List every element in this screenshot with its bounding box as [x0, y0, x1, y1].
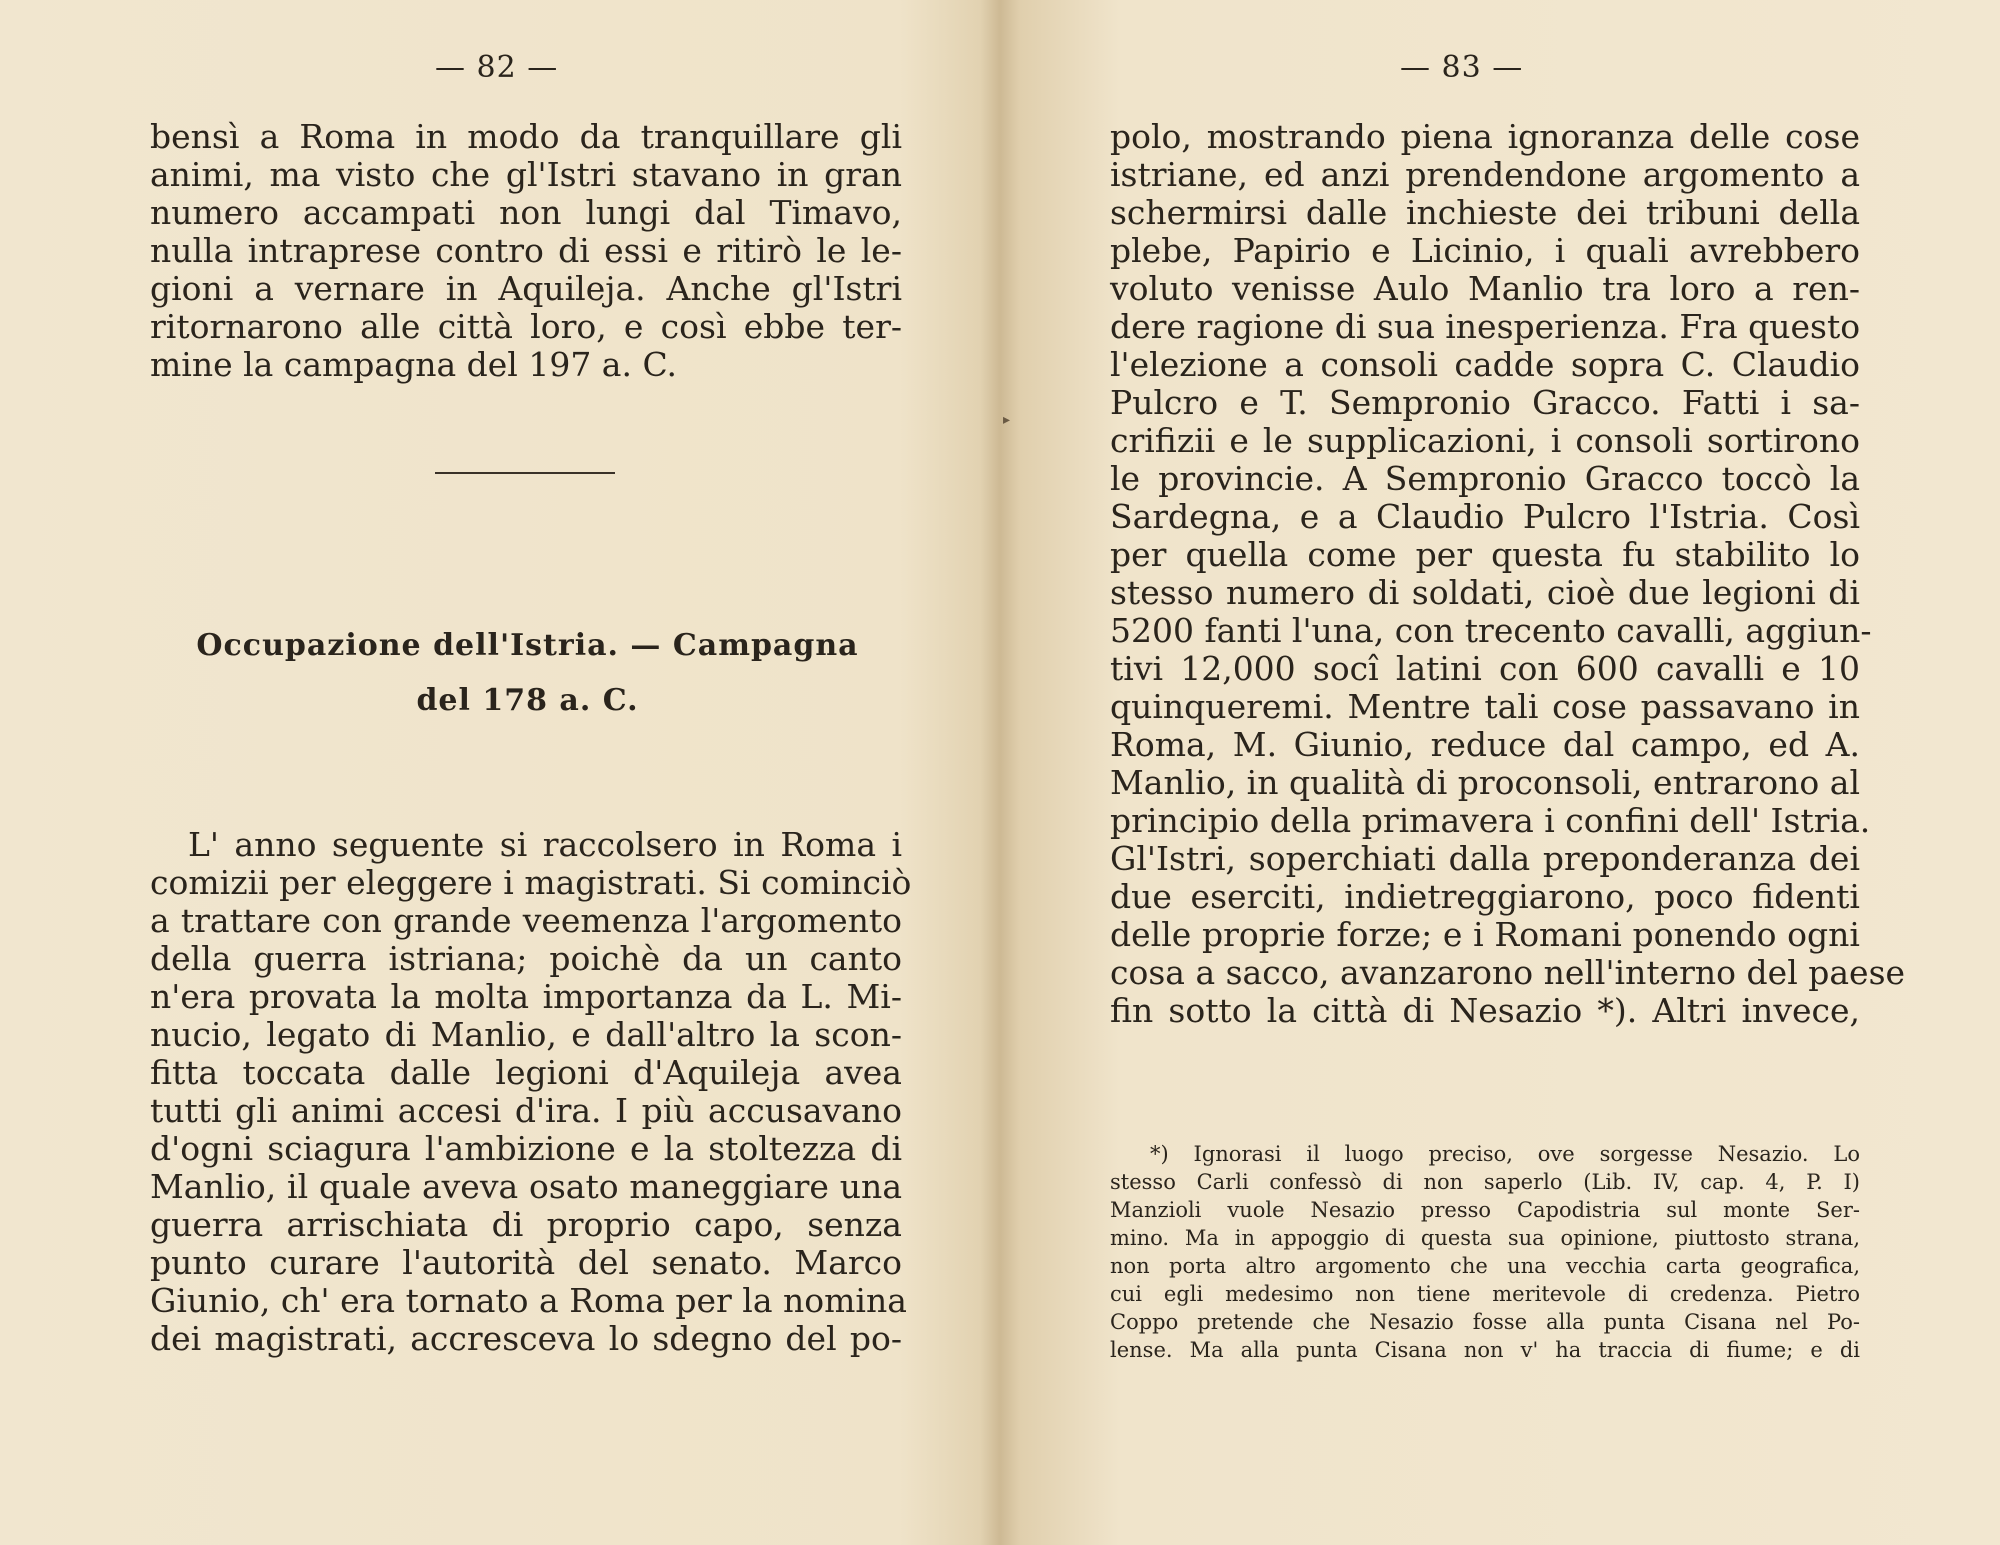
- page-number: — 82 —: [435, 50, 559, 85]
- text-line: Roma, M. Giunio, reduce dal campo, ed A.: [1110, 725, 1860, 764]
- text-line: cosa a sacco, avanzarono nell'interno del paese: [1110, 953, 1906, 992]
- text-line: nulla intraprese contro di essi e ritirò le le-: [150, 231, 902, 270]
- footnote-line: stesso Carli confessò di non saperlo (Lib. IV, cap. 4, P. I): [1110, 1170, 1860, 1194]
- text-line: tivi 12,000 socî latini con 600 cavalli e 10: [1110, 649, 1860, 688]
- right-page: [1000, 0, 2000, 1545]
- text-line: due eserciti, indietreggiarono, poco fidenti: [1110, 877, 1860, 916]
- footnote-line: non porta altro argomento che una vecchia carta geografica,: [1110, 1254, 1860, 1278]
- text-line: mine la campagna del 197 a. C.: [150, 345, 678, 384]
- footnote-line: lense. Ma alla punta Cisana non v' ha traccia di fiume; e di: [1110, 1338, 1860, 1362]
- text-line: guerra arrischiata di proprio capo, senza: [150, 1205, 902, 1244]
- gutter-mark: ▸: [1003, 412, 1011, 428]
- text-line: Pulcro e T. Sempronio Gracco. Fatti i sa-: [1110, 383, 1860, 422]
- text-line: comizii per eleggere i magistrati. Si cominciò: [150, 863, 912, 902]
- text-line: animi, ma visto che gl'Istri stavano in gran: [150, 155, 902, 194]
- text-line: Manlio, in qualità di proconsoli, entrarono al: [1110, 763, 1860, 802]
- text-line: numero accampati non lungi dal Timavo,: [150, 193, 902, 232]
- text-line: l'elezione a consoli cadde sopra C. Claudio: [1110, 345, 1860, 384]
- footnote: [1110, 1140, 1860, 1364]
- text-line: Gl'Istri, soperchiati dalla preponderanza dei: [1110, 839, 1860, 878]
- section-divider: [435, 472, 615, 474]
- text-line: n'era provata la molta importanza da L. Mi-: [150, 977, 902, 1016]
- text-line: bensì a Roma in modo da tranquillare gli: [150, 117, 902, 156]
- text-line: ritornarono alle città loro, e così ebbe ter-: [150, 307, 902, 346]
- text-line: delle proprie forze; e i Romani ponendo ogni: [1110, 915, 1860, 954]
- paragraph-bottom: [150, 825, 912, 1358]
- text-line: fin sotto la città di Nesazio *). Altri invece,: [1110, 991, 1860, 1030]
- text-line: L' anno seguente si raccolsero in Roma i: [188, 825, 902, 864]
- text-line: d'ogni sciagura l'ambizione e la stoltezza di: [150, 1129, 902, 1168]
- text-line: Manlio, il quale aveva osato maneggiare una: [150, 1167, 902, 1206]
- text-line: gioni a vernare in Aquileja. Anche gl'Istri: [150, 269, 902, 308]
- text-line: crifizii e le supplicazioni, i consoli sortirono: [1110, 421, 1860, 460]
- text-line: per quella come per questa fu stabilito lo: [1110, 535, 1860, 574]
- text-line: voluto venisse Aulo Manlio tra loro a ren-: [1110, 269, 1860, 308]
- text-line: plebe, Papirio e Licinio, i quali avrebbero: [1110, 231, 1860, 270]
- section-heading: [160, 683, 895, 718]
- section-heading: [160, 628, 895, 663]
- text-line: dere ragione di sua inesperienza. Fra questo: [1110, 307, 1861, 346]
- text-line: a trattare con grande veemenza l'argomento: [150, 901, 902, 940]
- paragraph-top: [150, 118, 902, 384]
- text-line: istriane, ed anzi prendendone argomento a: [1110, 155, 1860, 194]
- footnote-line: Coppo pretende che Nesazio fosse alla punta Cisana nel Po-: [1110, 1310, 1860, 1334]
- footnote-line: Manzioli vuole Nesazio presso Capodistria sul monte Ser-: [1110, 1198, 1860, 1222]
- text-line: principio della primavera i confini dell' Istria.: [1110, 801, 1871, 840]
- text-line: stesso numero di soldati, cioè due legioni di: [1110, 573, 1860, 612]
- text-line: polo, mostrando piena ignoranza delle cose: [1110, 117, 1860, 156]
- text-line: le provincie. A Sempronio Gracco toccò la: [1110, 459, 1860, 498]
- heading-line: Occupazione dell'Istria. — Campagna: [196, 628, 859, 663]
- text-line: punto curare l'autorità del senato. Marco: [150, 1243, 902, 1282]
- text-line: dei magistrati, accresceva lo sdegno del po-: [150, 1319, 902, 1358]
- text-line: Sardegna, e a Claudio Pulcro l'Istria. Così: [1110, 497, 1860, 536]
- paragraph-main: [1110, 117, 1906, 1030]
- footnote-line: mino. Ma in appoggio di questa sua opinione, piuttosto strana,: [1110, 1226, 1860, 1250]
- footnote-line: cui egli medesimo non tiene meritevole di credenza. Pietro: [1110, 1282, 1860, 1306]
- text-line: schermirsi dalle inchieste dei tribuni della: [1110, 193, 1860, 232]
- text-line: tutti gli animi accesi d'ira. I più accusavano: [150, 1091, 902, 1130]
- text-line: fitta toccata dalle legioni d'Aquileja avea: [150, 1053, 902, 1092]
- footnote-line: *) Ignorasi il luogo preciso, ove sorgesse Nesazio. Lo: [1150, 1142, 1860, 1166]
- text-line: della guerra istriana; poichè da un canto: [150, 939, 902, 978]
- text-line: quinqueremi. Mentre tali cose passavano in: [1110, 687, 1860, 726]
- text-line: Giunio, ch' era tornato a Roma per la nomina: [150, 1281, 907, 1320]
- page-number: — 83 —: [1400, 50, 1524, 85]
- heading-line: del 178 a. C.: [416, 683, 639, 718]
- text-line: 5200 fanti l'una, con trecento cavalli, aggiun-: [1110, 611, 1872, 650]
- text-line: nucio, legato di Manlio, e dall'altro la scon-: [150, 1015, 902, 1054]
